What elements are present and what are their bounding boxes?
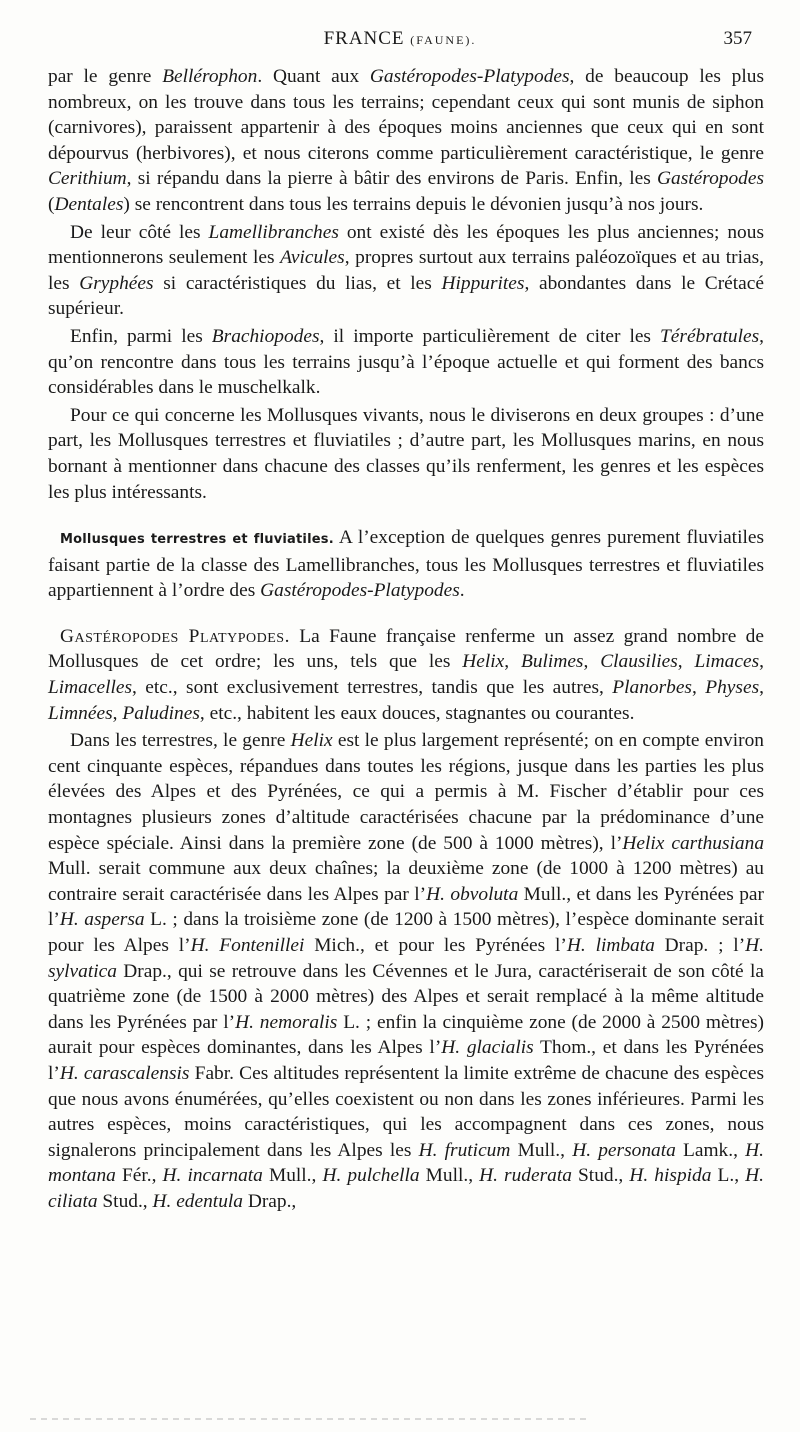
text-run: L., <box>711 1165 746 1187</box>
italic-term: H. edentula <box>152 1190 243 1212</box>
text-run: Drap., qui se retrouve dans les Cévennes et le Jura, caractériserait de son côté la quatrième zone (de 1500 à 2000 mètres) des Alpes et serait remplacé à la même altitude dans les Pyrénées par l’ <box>48 960 764 1033</box>
italic-term: H. pulchella <box>322 1165 420 1187</box>
italic-term: Dentales <box>54 193 124 215</box>
italic-term: H. incarnata <box>162 1165 263 1187</box>
text-run: , <box>691 677 706 699</box>
paragraph-heading: Mollusques terrestres et fluviatiles. <box>60 532 334 548</box>
text-run: , qu’on rencontre dans tous les terrains jusqu’à l’époque actuelle et qui forment des bancs considérables dans le muschelkalk. <box>48 325 764 399</box>
italic-term: Gryphées <box>79 272 154 294</box>
paragraph-lamellibranches <box>48 220 764 322</box>
text-run: par le genre <box>48 66 163 87</box>
text-run: Mich., et pour les Pyrénées l’ <box>304 935 567 956</box>
italic-term: Helix <box>290 730 333 752</box>
italic-term: Hippurites <box>441 272 525 294</box>
italic-term: Gastéropodes <box>657 168 764 190</box>
text-run: . <box>459 580 465 602</box>
text-run: ( <box>48 193 55 215</box>
italic-term: Physes <box>705 677 760 699</box>
italic-term: H. ciliata <box>48 1165 764 1212</box>
text-run: , il importe particulièrement de citer les <box>319 325 661 347</box>
text-run: A l’exception de quelques genres purement fluviatiles faisant partie de la classe des Lamellibranches, tous les Mollusques terrestres et fluviatiles appartiennent à l’ordre des <box>48 527 764 602</box>
text-run: , <box>759 651 764 673</box>
header-subtitle: (FAUNE). <box>410 33 477 47</box>
italic-term: Cerithium <box>48 168 127 190</box>
text-run: Dans les terrestres, le genre <box>70 730 291 752</box>
italic-term: H. hispida <box>629 1165 712 1187</box>
text-run: , <box>583 651 601 673</box>
footer-rule <box>30 1418 590 1420</box>
italic-term: H. ruderata <box>479 1165 572 1187</box>
paragraph-helix-zones <box>48 728 764 1214</box>
text-run: ont existé dès les époques les plus anciennes; nous mentionnerons seulement les <box>48 221 764 269</box>
text-run: Mull., <box>419 1165 480 1187</box>
text-run: L. ; enfin la cinquième zone (de 2000 à 2500 mètres) aurait pour espèces dominantes, dans les Alpes l’ <box>48 1011 764 1059</box>
text-run: si caractéristiques du lias, et les <box>153 272 442 294</box>
text-run: L. ; dans la troisième zone (de 1200 à 1500 mètres), l’espèce dominante serait pour les Alpes l’ <box>48 909 764 956</box>
running-header <box>40 28 760 52</box>
text-run: , si répandu dans la pierre à bâtir des environs de Paris. Enfin, les <box>126 168 657 190</box>
text-run: . Quant aux <box>257 66 370 87</box>
italic-term: Lamellibranches <box>208 221 339 243</box>
paragraph-mollusques-vivants <box>48 403 764 505</box>
text-run: , propres surtout aux terrains paléozoïques et au trias, les <box>48 247 764 294</box>
paragraph-brachiopodes <box>48 324 764 401</box>
text-run: Pour ce qui concerne les Mollusques vivants, nous le diviserons en deux groupes : d’une part, les Mollusques terrestres et fluviatiles ; d’autre part, les Mollusques marins, en nous bornant à mentionner dans chacune des classes qu’ils renferment, les genres et les espèces les plus intéressants. <box>48 404 764 503</box>
text-run: Fér., <box>115 1165 163 1187</box>
italic-term: Helix carthusiana <box>622 832 765 854</box>
italic-term: H. glacialis <box>441 1037 534 1059</box>
text-run: , abondantes dans le Crétacé supérieur. <box>48 272 764 320</box>
italic-term: Paludines <box>122 702 200 724</box>
italic-term: Bellérophon <box>162 66 258 87</box>
italic-term: Térébratules <box>660 325 760 347</box>
text-run: , <box>759 677 764 699</box>
italic-term: Clausilies <box>600 651 678 673</box>
italic-term: H. sylvatica <box>48 935 765 982</box>
italic-term: Limacelles <box>48 677 133 699</box>
text-run: , etc., sont exclusivement terrestres, tandis que les autres, <box>132 677 613 699</box>
paragraph-gasteropodes <box>48 64 764 218</box>
text-run: Stud., <box>97 1190 153 1212</box>
italic-term: Helix <box>462 651 505 673</box>
text-run: Mull., et dans les Pyrénées par l’ <box>48 883 764 931</box>
text-run: , <box>504 651 521 673</box>
text-run: , de beaucoup les plus nombreux, on les trouve dans tous les terrains; cependant ceux qui sont munis de siphon (carnivores), paraissent appartenir à des époques moins anciennes que ceux qui en sont dépourvus (herbivores), et nous citerons comme particulièrement caractéristique, le genre <box>48 66 765 164</box>
text-run: Mull., <box>510 1139 573 1161</box>
text-run: Mull., <box>262 1165 323 1187</box>
text-run: ) se rencontrent dans tous les terrains depuis le dévonien jusqu’à nos jours. <box>123 193 704 215</box>
paragraph-heading: Gastéropodes Platypodes. <box>60 625 290 647</box>
page-number: 357 <box>723 28 752 49</box>
paragraph-gasteropodes-platypodes <box>48 624 764 726</box>
text-run: Drap. ; l’ <box>654 935 746 956</box>
header-country: FRANCE <box>323 28 405 49</box>
text-run: Mull. serait commune aux deux chaînes; la deuxième zone (de 1000 à 1200 mètres) au contraire serait caractérisée dans les Alpes par l’ <box>48 858 764 905</box>
italic-term: Limnées <box>48 702 113 724</box>
text-run: La Faune française renferme un assez grand nombre de Mollusques de cet ordre; les uns, tels que les <box>48 625 764 673</box>
text-run: est le plus largement représenté; on en compte environ cent cinquante espèces, répandues dans toutes les régions, jusque dans les parties les plus élevées des Alpes et des Pyrénées, ce qui a permis à M. Fischer d’établir pour ces montagnes plusieurs zones d’altitude caractérisées chacune par la prédominance d’une espèce spéciale. Ainsi dans la première zone (de 500 à 1000 mètres), l’ <box>48 730 764 854</box>
italic-term: H. nemoralis <box>235 1011 338 1033</box>
italic-term: Planorbes <box>612 677 692 699</box>
italic-term: H. aspersa <box>59 909 145 931</box>
italic-term: H. carascalensis <box>59 1062 190 1084</box>
italic-term: H. personata <box>572 1139 676 1161</box>
italic-term: H. montana <box>48 1139 764 1187</box>
text-run: De leur côté les <box>70 221 209 243</box>
italic-term: Gastéropodes-Platypodes <box>260 580 460 602</box>
text-run: , <box>112 702 123 724</box>
italic-term: Gastéropodes-Platypodes <box>369 66 570 87</box>
text-run: , <box>677 651 695 673</box>
italic-term: Avicules <box>280 247 345 269</box>
header-title <box>40 28 760 50</box>
paragraph-terrestres-fluviatiles <box>48 525 764 604</box>
italic-term: H. Fontenillei <box>190 935 305 956</box>
italic-term: Bulimes <box>521 651 584 673</box>
text-run: Lamk., <box>675 1139 746 1161</box>
text-run: Drap., <box>242 1190 297 1212</box>
italic-term: H. limbata <box>566 935 655 956</box>
text-run: Enfin, parmi les <box>70 325 212 347</box>
text-run: Fabr. Ces altitudes représentent la limite extrême de chacune des espèces que nous avons énumérées, qu’elles coexistent ou non dans les zones inférieures. Parmi les autres espèces, moins caractéristiques, qui les accompagnent dans ces zones, nous signalerons principalement dans les Alpes les <box>48 1062 764 1161</box>
text-run: Stud., <box>571 1165 630 1187</box>
italic-term: H. fruticum <box>418 1139 511 1161</box>
italic-term: Brachiopodes <box>211 325 320 347</box>
body-text <box>48 64 764 1215</box>
text-run: , etc., habitent les eaux douces, stagnantes ou courantes. <box>199 702 635 724</box>
italic-term: Limaces <box>694 651 760 673</box>
text-run: Thom., et dans les Pyrénées l’ <box>48 1037 764 1084</box>
italic-term: H. obvoluta <box>426 883 519 905</box>
